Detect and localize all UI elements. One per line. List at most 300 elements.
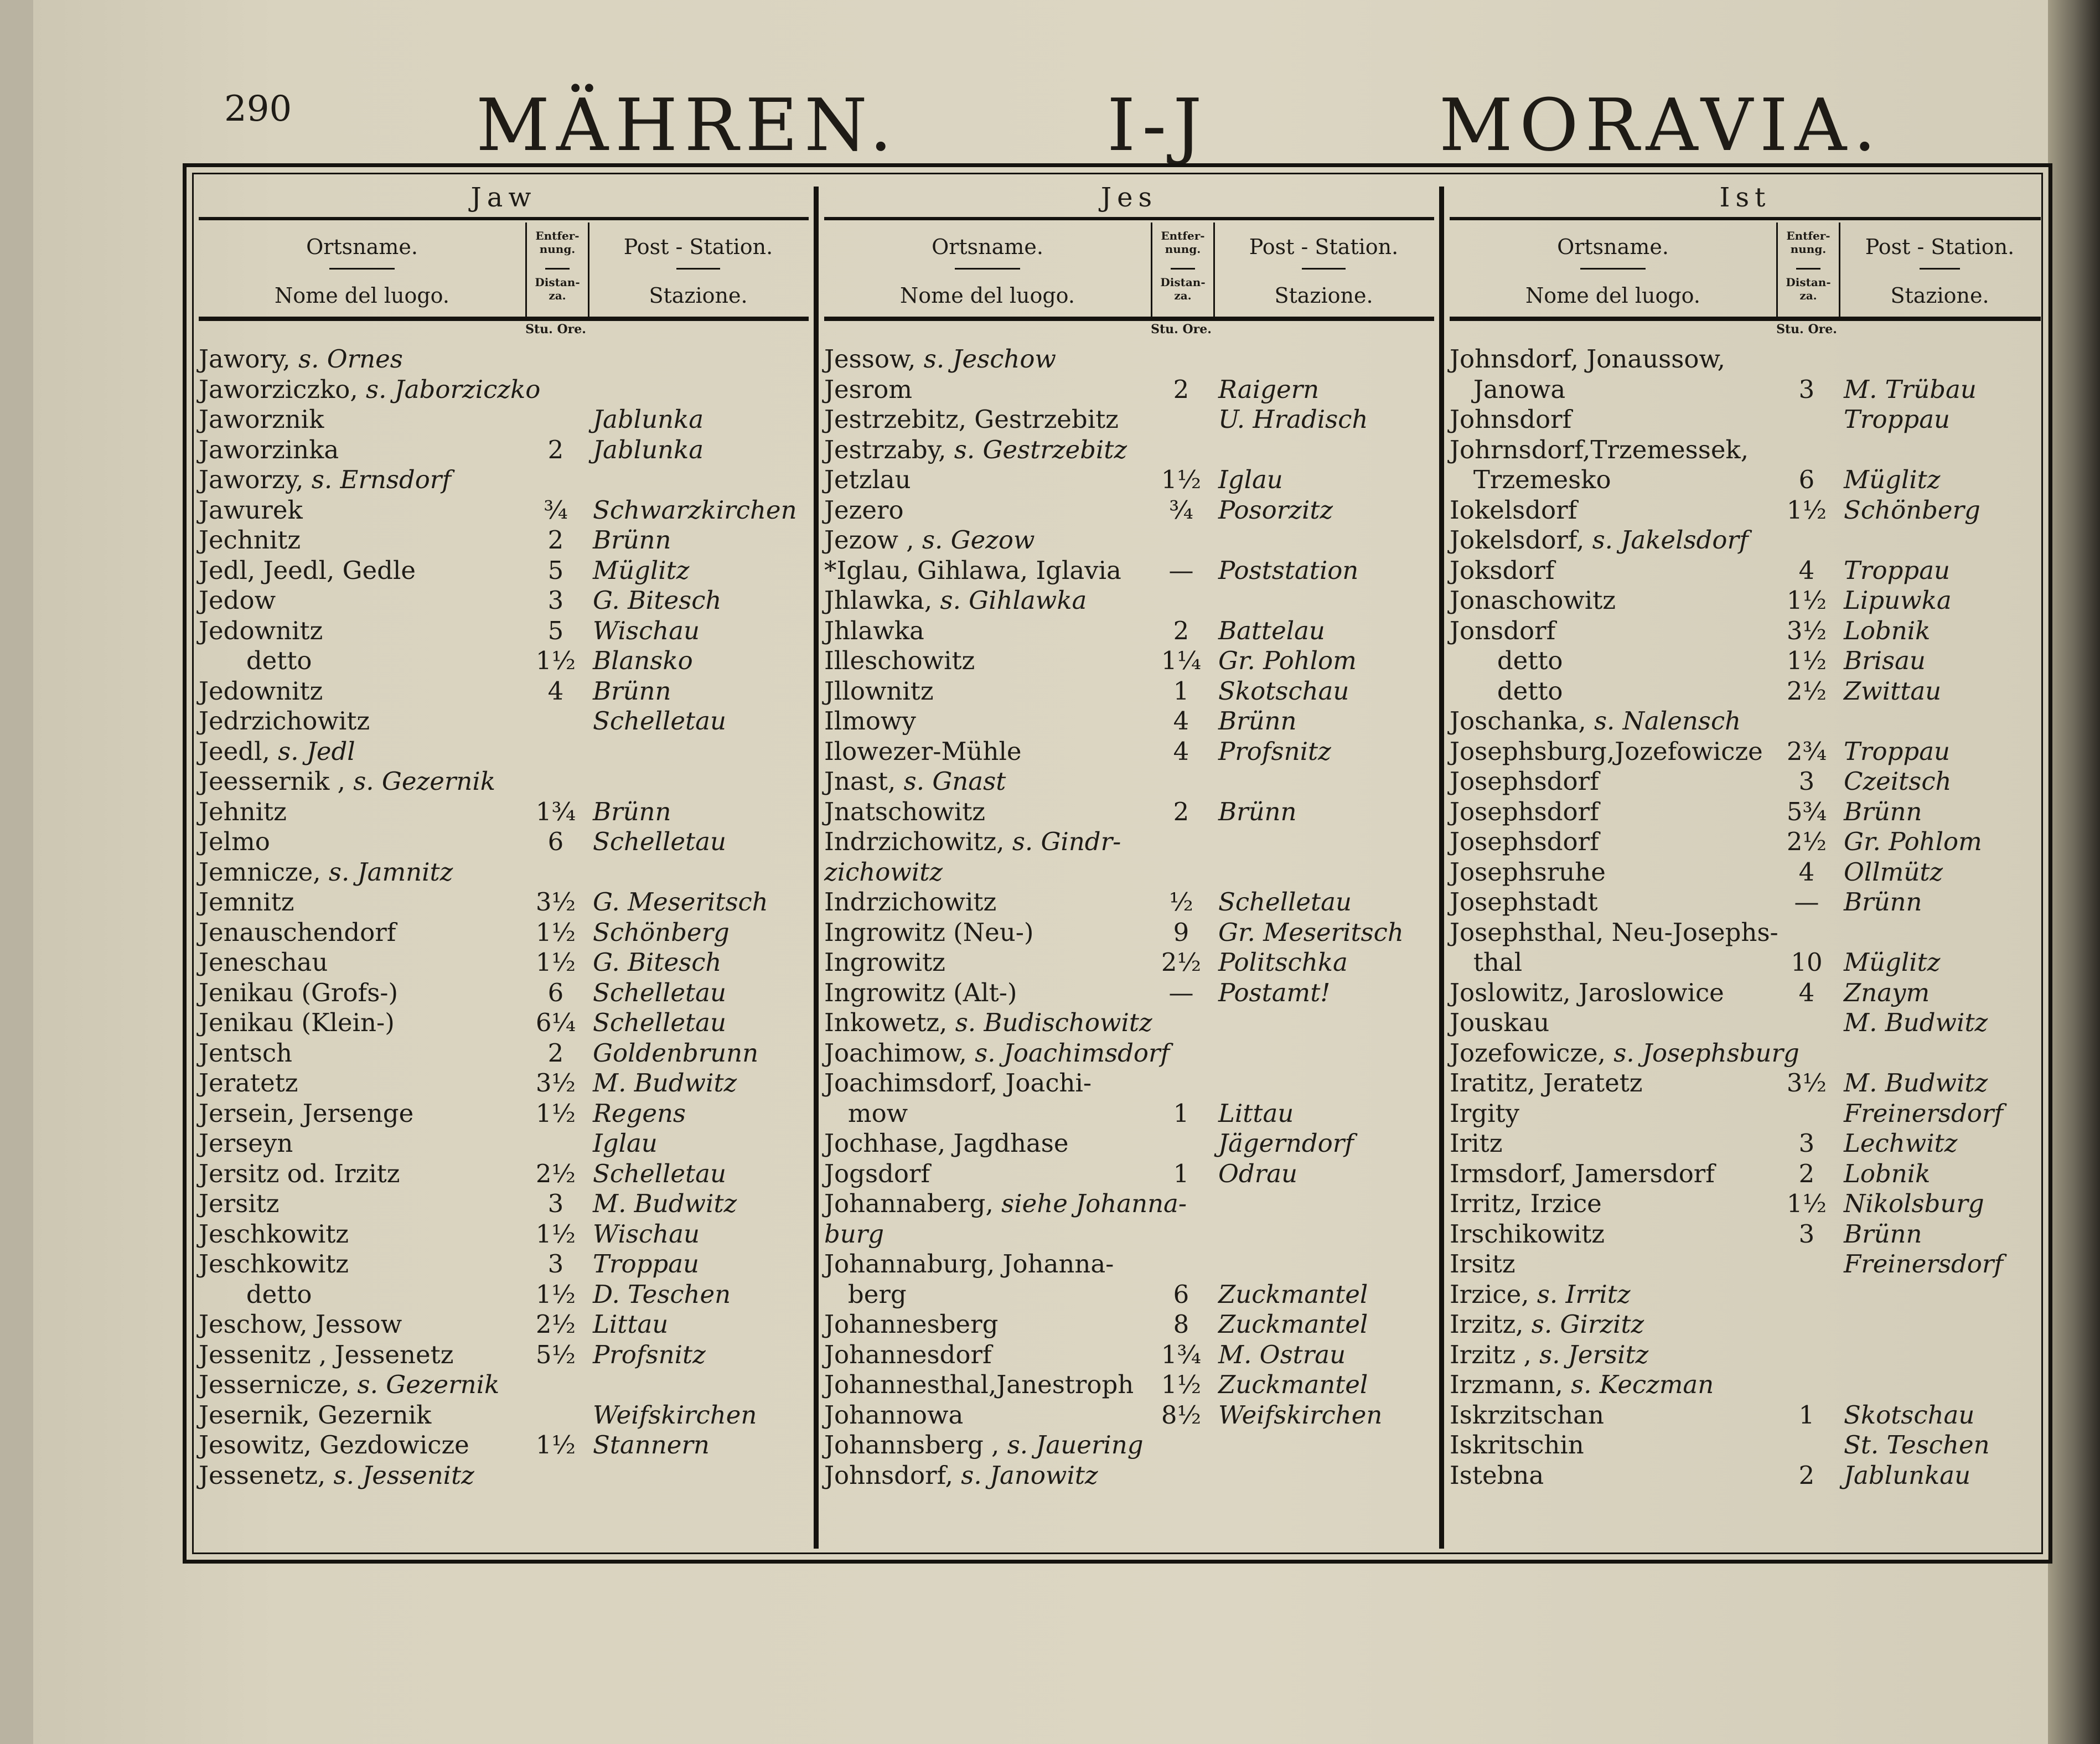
place-name: Janowa bbox=[1450, 374, 1566, 404]
place-name: Josephstadt bbox=[1450, 887, 1598, 917]
cross-reference: s. Jauering bbox=[1007, 1430, 1144, 1460]
place-name: thal bbox=[1450, 948, 1523, 977]
place-row bbox=[1450, 1068, 2041, 1099]
place-name: Josephsdorf bbox=[1450, 767, 1599, 796]
place-name-cell bbox=[824, 586, 1151, 616]
cross-reference: s. Jeschow bbox=[923, 344, 1057, 374]
place-name-cell bbox=[824, 1400, 1151, 1431]
post-station: Littau bbox=[1218, 1098, 1294, 1128]
place-name: Jemnicze, bbox=[199, 857, 321, 887]
place-name: Jenikau (Grofs-) bbox=[199, 977, 399, 1007]
post-station: Brünn bbox=[1218, 796, 1297, 826]
distance: 6¼ bbox=[535, 1008, 576, 1037]
place-name-cell bbox=[824, 1461, 1151, 1491]
place-name: Jessenitz , Jessenetz bbox=[199, 1339, 454, 1369]
post-station: Schelletau bbox=[593, 706, 726, 736]
cross-reference: s. Jedl bbox=[278, 736, 355, 766]
post-station: Freinersdorf bbox=[1844, 1098, 2004, 1128]
place-name-cell bbox=[824, 375, 1151, 405]
subheader-post-german: Post - Station. bbox=[1249, 235, 1399, 259]
column-ist bbox=[1450, 178, 2041, 1549]
place-row bbox=[199, 797, 809, 827]
post-station: Gr. Meseritsch bbox=[1218, 917, 1404, 947]
post-station: Schönberg bbox=[593, 917, 730, 947]
place-name: Jedl, Jeedl, Gedle bbox=[199, 555, 416, 585]
place-name: Johannaburg, Johanna- bbox=[824, 1249, 1114, 1279]
place-name-cell bbox=[199, 857, 525, 888]
distance: 3 bbox=[547, 1249, 564, 1279]
place-name: detto bbox=[199, 646, 312, 675]
post-station: Zuckmantel bbox=[1218, 1310, 1368, 1339]
place-name-cell bbox=[199, 978, 525, 1008]
place-name: Johnsdorf, Jonaussow, bbox=[1450, 344, 1725, 374]
place-name-cell bbox=[199, 1219, 525, 1250]
units-rule bbox=[824, 318, 1434, 321]
place-row bbox=[199, 435, 809, 465]
distance: 3 bbox=[1798, 767, 1815, 796]
cross-reference: burg bbox=[824, 1219, 885, 1249]
place-name-cell bbox=[824, 1249, 1151, 1280]
place-row bbox=[199, 827, 809, 857]
place-name-cell bbox=[199, 646, 525, 676]
cross-reference: s. Irritz bbox=[1537, 1279, 1631, 1309]
place-row bbox=[1450, 525, 2041, 556]
place-name-cell bbox=[824, 887, 1151, 918]
place-name-cell bbox=[199, 1038, 525, 1069]
place-name-cell bbox=[1450, 646, 1776, 676]
distance: 6 bbox=[547, 977, 564, 1007]
post-station: Troppau bbox=[1844, 405, 1951, 434]
place-name: Jenikau (Klein-) bbox=[199, 1008, 395, 1037]
post-station: D. Teschen bbox=[593, 1279, 731, 1309]
post-station: Politschka bbox=[1218, 948, 1348, 977]
place-name: Jonsdorf bbox=[1450, 615, 1556, 645]
cross-reference: s. Jaborziczko bbox=[365, 374, 541, 404]
place-row bbox=[1450, 1189, 2041, 1219]
place-name: Josephsthal, Neu-Josephs- bbox=[1450, 917, 1778, 947]
place-row bbox=[824, 495, 1434, 526]
distance: 2½ bbox=[535, 1158, 576, 1188]
cross-reference: s. Gezernik bbox=[357, 1370, 500, 1399]
place-name: Iritz bbox=[1450, 1129, 1503, 1158]
place-name-cell bbox=[199, 344, 525, 375]
column-subheader bbox=[1450, 222, 2041, 320]
distance: 2 bbox=[547, 525, 564, 555]
place-name: Jeschkowitz bbox=[199, 1219, 349, 1249]
post-station: Brünn bbox=[593, 796, 671, 826]
place-row bbox=[1450, 1249, 2041, 1280]
subheader-name-italian: Nome del luogo. bbox=[1525, 283, 1700, 308]
place-row bbox=[1450, 1099, 2041, 1129]
place-name: Johannesthal,Janestroph bbox=[824, 1370, 1134, 1399]
place-name-cell bbox=[199, 1461, 525, 1491]
place-name-cell bbox=[824, 1310, 1151, 1340]
place-row bbox=[199, 1249, 809, 1280]
place-name-cell bbox=[1450, 918, 1776, 948]
place-row bbox=[1450, 1340, 2041, 1370]
place-row bbox=[199, 737, 809, 767]
distance: 5 bbox=[547, 555, 564, 585]
cross-reference: s. Gihlawka bbox=[940, 586, 1087, 615]
place-row bbox=[199, 525, 809, 556]
cross-reference: s. Jersitz bbox=[1539, 1339, 1649, 1369]
place-name-cell bbox=[199, 405, 525, 435]
distance: 1½ bbox=[1786, 646, 1827, 675]
place-name: Jemnitz bbox=[199, 887, 294, 917]
place-row bbox=[824, 1038, 1434, 1069]
title-letters: I-J bbox=[1107, 83, 1209, 167]
place-name-cell bbox=[1450, 767, 1776, 797]
place-name-cell bbox=[824, 1099, 1151, 1129]
distance: 1½ bbox=[535, 1219, 576, 1249]
place-name: Jessernicze, bbox=[199, 1370, 350, 1399]
place-row bbox=[1450, 1370, 2041, 1400]
post-station: Troppau bbox=[593, 1249, 700, 1279]
distance: 5¾ bbox=[1786, 796, 1827, 826]
place-name: Jedownitz bbox=[199, 615, 323, 645]
place-row bbox=[199, 1400, 809, 1431]
place-row bbox=[1450, 435, 2041, 465]
post-station: G. Bitesch bbox=[593, 948, 722, 977]
post-station: Lobnik bbox=[1844, 1158, 1931, 1188]
post-station: Schelletau bbox=[1218, 887, 1352, 917]
place-name-cell bbox=[824, 646, 1151, 676]
place-name: Jesowitz, Gezdowicze bbox=[199, 1430, 469, 1460]
place-row bbox=[1450, 797, 2041, 827]
subheader-name-italian: Nome del luogo. bbox=[900, 283, 1075, 308]
place-name-cell bbox=[199, 435, 525, 465]
post-station: Profsnitz bbox=[1218, 736, 1331, 766]
place-row bbox=[199, 978, 809, 1008]
place-row bbox=[824, 827, 1434, 857]
place-row bbox=[1450, 978, 2041, 1008]
place-name: Jawurek bbox=[199, 495, 303, 525]
place-row bbox=[199, 586, 809, 616]
post-station: Skotschau bbox=[1844, 1400, 1975, 1430]
place-row bbox=[1450, 767, 2041, 797]
place-name-cell bbox=[1450, 1400, 1776, 1431]
place-row bbox=[824, 1008, 1434, 1038]
place-name: Jaworziczko, bbox=[199, 374, 358, 404]
cross-reference: s. Joachimsdorf bbox=[975, 1038, 1170, 1068]
subheader-rule bbox=[955, 268, 1020, 270]
distance: 2 bbox=[1798, 1158, 1815, 1188]
cross-reference: s. Keczman bbox=[1571, 1370, 1714, 1399]
place-row bbox=[824, 1159, 1434, 1189]
place-row bbox=[199, 1370, 809, 1400]
place-name: Jechnitz bbox=[199, 525, 301, 555]
place-list bbox=[824, 344, 1434, 1491]
post-station: Brünn bbox=[1844, 887, 1922, 917]
column-divider bbox=[814, 187, 819, 1549]
title-german: MÄHREN. bbox=[476, 83, 899, 167]
place-name: Jeschow, Jessow bbox=[199, 1310, 402, 1339]
cross-reference: s. Ornes bbox=[298, 344, 403, 374]
place-row bbox=[824, 1219, 1434, 1250]
place-row bbox=[199, 1280, 809, 1310]
place-name-cell bbox=[824, 556, 1151, 586]
place-name-cell bbox=[1450, 1038, 1799, 1069]
subheader-post bbox=[588, 222, 809, 317]
cross-reference: s. Gezernik bbox=[353, 767, 495, 796]
place-name-cell bbox=[1450, 797, 1776, 827]
place-row bbox=[824, 646, 1434, 676]
place-name: Johannowa bbox=[824, 1400, 964, 1430]
subheader-post-italian: Stazione. bbox=[1890, 283, 1989, 308]
place-row bbox=[199, 1008, 809, 1038]
distance: 5½ bbox=[535, 1339, 576, 1369]
place-name-cell bbox=[199, 586, 525, 616]
place-name-cell bbox=[199, 1340, 525, 1370]
place-name: Irmsdorf, Jamersdorf bbox=[1450, 1158, 1715, 1188]
place-name: Iskrzitschan bbox=[1450, 1400, 1604, 1430]
place-name-cell bbox=[199, 495, 525, 526]
column-subheader bbox=[824, 222, 1434, 320]
place-name-cell bbox=[1450, 525, 1776, 556]
place-name: Jeschkowitz bbox=[199, 1249, 349, 1279]
place-row bbox=[824, 978, 1434, 1008]
place-name: detto bbox=[1450, 646, 1563, 675]
subheader-dist bbox=[1776, 222, 1840, 317]
place-name-cell bbox=[199, 1280, 525, 1310]
distance: 2 bbox=[1173, 796, 1189, 826]
place-name: Jedownitz bbox=[199, 676, 323, 706]
place-name: Ingrowitz (Alt-) bbox=[824, 977, 1017, 1007]
distance: — bbox=[1794, 887, 1819, 917]
post-station: Schelletau bbox=[593, 977, 726, 1007]
place-name: mow bbox=[824, 1098, 908, 1128]
post-station: Brünn bbox=[1218, 706, 1297, 736]
place-name: Jestrzaby, bbox=[824, 434, 946, 464]
place-name: Iskritschin bbox=[1450, 1430, 1584, 1460]
place-name-cell bbox=[1450, 435, 1776, 465]
place-row bbox=[1450, 706, 2041, 737]
place-name: Jaworznik bbox=[199, 405, 324, 434]
place-name-cell bbox=[824, 435, 1151, 465]
distance: 1¾ bbox=[535, 796, 576, 826]
place-name-cell bbox=[199, 1249, 525, 1280]
subheader-rule bbox=[1796, 268, 1820, 270]
place-name-cell bbox=[824, 616, 1151, 646]
units-rule bbox=[1450, 318, 2041, 321]
place-name: Josephsruhe bbox=[1450, 857, 1606, 887]
place-row bbox=[824, 857, 1434, 888]
place-name: Jouskau bbox=[1450, 1008, 1550, 1037]
place-name: Jezow , bbox=[824, 525, 914, 555]
distance: — bbox=[1168, 977, 1194, 1007]
place-name-cell bbox=[824, 1008, 1151, 1038]
place-name-cell bbox=[1450, 1219, 1776, 1250]
place-row bbox=[1450, 857, 2041, 888]
place-row bbox=[824, 887, 1434, 918]
distance: 3 bbox=[1798, 1129, 1815, 1158]
place-name: Jedow bbox=[199, 586, 276, 615]
post-station: Znaym bbox=[1844, 977, 1930, 1007]
place-row bbox=[824, 1129, 1434, 1159]
place-name-cell bbox=[824, 706, 1151, 737]
place-row bbox=[824, 1310, 1434, 1340]
place-name-cell bbox=[199, 525, 525, 556]
post-station: Schwarzkirchen bbox=[593, 495, 797, 525]
place-name-cell bbox=[824, 918, 1151, 948]
post-station: Goldenbrunn bbox=[593, 1038, 759, 1068]
place-name: Jestrzebitz, Gestrzebitz bbox=[824, 405, 1119, 434]
place-name-cell bbox=[824, 827, 1151, 857]
post-station: Jablunkau bbox=[1844, 1460, 1971, 1490]
cross-reference: s. Gezow bbox=[922, 525, 1035, 555]
distance: 2 bbox=[1173, 374, 1189, 404]
place-name-cell bbox=[199, 1099, 525, 1129]
post-station: Müglitz bbox=[1844, 948, 1941, 977]
place-name: Jonaschowitz bbox=[1450, 586, 1616, 615]
distance: 1½ bbox=[535, 646, 576, 675]
place-name: Jhlawka, bbox=[824, 586, 933, 615]
place-row bbox=[1450, 918, 2041, 948]
distance: 1¾ bbox=[1161, 1339, 1202, 1369]
distance: 3½ bbox=[1786, 1068, 1827, 1098]
distance: 6 bbox=[547, 827, 564, 856]
place-name-cell bbox=[1450, 1189, 1776, 1219]
place-row bbox=[199, 646, 809, 676]
place-name: Joksdorf bbox=[1450, 555, 1555, 585]
place-name-cell bbox=[1450, 827, 1776, 857]
subheader-post bbox=[1839, 222, 2041, 317]
place-row bbox=[199, 616, 809, 646]
place-row bbox=[199, 918, 809, 948]
place-row bbox=[824, 556, 1434, 586]
place-name: berg bbox=[824, 1279, 907, 1309]
subheader-rule bbox=[329, 268, 395, 270]
subheader-name bbox=[1450, 222, 1776, 317]
place-row bbox=[824, 465, 1434, 495]
place-name-cell bbox=[199, 1400, 525, 1431]
post-station: Czeitsch bbox=[1844, 767, 1952, 796]
column-divider bbox=[1439, 187, 1444, 1549]
place-name-cell bbox=[1450, 1370, 1776, 1400]
place-name-cell bbox=[199, 1430, 525, 1461]
place-row bbox=[1450, 646, 2041, 676]
post-station: Skotschau bbox=[1218, 676, 1349, 706]
post-station: Schelletau bbox=[593, 827, 726, 856]
place-row bbox=[1450, 616, 2041, 646]
distance: 4 bbox=[1173, 706, 1189, 736]
post-station: Troppau bbox=[1844, 736, 1951, 766]
place-name-cell bbox=[1450, 887, 1776, 918]
distance: 1½ bbox=[1161, 465, 1202, 494]
place-name-cell bbox=[1450, 1430, 1776, 1461]
place-row bbox=[199, 1430, 809, 1461]
place-name: Jezero bbox=[824, 495, 904, 525]
post-station: Schelletau bbox=[593, 1158, 726, 1188]
place-name: Irzitz , bbox=[1450, 1339, 1532, 1369]
place-name-cell bbox=[1450, 978, 1776, 1008]
post-station: Gr. Pohlom bbox=[1844, 827, 1982, 856]
book-gutter bbox=[2048, 0, 2100, 1744]
place-name-cell bbox=[1450, 465, 1776, 495]
distance: 3 bbox=[547, 1189, 564, 1218]
place-row bbox=[199, 1189, 809, 1219]
place-name: Irgity bbox=[1450, 1098, 1519, 1128]
distance: 1 bbox=[1173, 1158, 1189, 1188]
subheader-name-german: Ortsname. bbox=[306, 235, 418, 259]
place-row bbox=[824, 1189, 1434, 1219]
place-row bbox=[1450, 586, 2041, 616]
subheader-dist-german: Entfer-nung. bbox=[1786, 229, 1830, 256]
place-name-cell bbox=[1450, 1249, 1776, 1280]
place-name: Jhlawka bbox=[824, 615, 924, 645]
post-station: M. Budwitz bbox=[593, 1189, 737, 1218]
place-name: Jentsch bbox=[199, 1038, 293, 1068]
place-name-cell bbox=[199, 827, 525, 857]
place-name: Jokelsdorf, bbox=[1450, 525, 1585, 555]
column-heading: Jaw bbox=[199, 178, 809, 220]
post-station: St. Teschen bbox=[1844, 1430, 1990, 1460]
place-row bbox=[824, 767, 1434, 797]
place-name: Ilmowy bbox=[824, 706, 916, 736]
place-name: Jesernik, Gezernik bbox=[199, 1400, 432, 1430]
distance: 2 bbox=[1798, 1460, 1815, 1490]
place-name-cell bbox=[824, 1370, 1151, 1400]
post-station: M. Trübau bbox=[1844, 374, 1977, 404]
place-row bbox=[1450, 344, 2041, 375]
subheader-name-german: Ortsname. bbox=[932, 235, 1043, 259]
distance: 10 bbox=[1791, 948, 1823, 977]
table-frame bbox=[183, 163, 2052, 1564]
place-name-cell bbox=[1450, 556, 1776, 586]
place-name: Jogsdorf bbox=[824, 1158, 930, 1188]
place-name: Jerseyn bbox=[199, 1129, 293, 1158]
place-name: Johnsdorf bbox=[1450, 405, 1572, 434]
place-name-cell bbox=[1450, 375, 1776, 405]
place-row bbox=[824, 435, 1434, 465]
place-row bbox=[199, 556, 809, 586]
distance: 1½ bbox=[1786, 1189, 1827, 1218]
subheader-name bbox=[199, 222, 525, 317]
place-row bbox=[199, 344, 809, 375]
place-row bbox=[1450, 495, 2041, 526]
place-name: Jeessernik , bbox=[199, 767, 345, 796]
distance: 2½ bbox=[1161, 948, 1202, 977]
place-name: Jeneschau bbox=[199, 948, 328, 977]
place-name-cell bbox=[199, 918, 525, 948]
place-name: Jochhase, Jagdhase bbox=[824, 1129, 1069, 1158]
place-row bbox=[199, 375, 809, 405]
place-name: detto bbox=[1450, 676, 1563, 706]
post-station: Profsnitz bbox=[593, 1339, 706, 1369]
place-name-cell bbox=[1450, 1159, 1776, 1189]
post-station: Weifskirchen bbox=[1218, 1400, 1383, 1430]
place-name-cell bbox=[1450, 857, 1776, 888]
post-station: Raigern bbox=[1218, 374, 1320, 404]
place-name: Indrzichowitz bbox=[824, 887, 997, 917]
distance: 3 bbox=[547, 586, 564, 615]
place-name: Johnsdorf, bbox=[824, 1460, 953, 1490]
place-name-cell bbox=[199, 676, 525, 707]
subheader-name bbox=[824, 222, 1151, 317]
place-name-cell bbox=[199, 465, 525, 495]
cross-reference: s. Gnast bbox=[903, 767, 1006, 796]
place-name: Irschikowitz bbox=[1450, 1219, 1605, 1249]
place-name-cell bbox=[199, 1189, 525, 1219]
place-row bbox=[199, 405, 809, 435]
place-name-cell bbox=[199, 706, 525, 737]
subheader-dist-italian: Distan-za. bbox=[1160, 276, 1206, 302]
distance: 2 bbox=[547, 1038, 564, 1068]
post-station: Jägerndorf bbox=[1218, 1129, 1354, 1158]
subheader-rule bbox=[1171, 268, 1195, 270]
column-jaw bbox=[199, 178, 809, 1549]
place-name-cell bbox=[824, 525, 1151, 556]
